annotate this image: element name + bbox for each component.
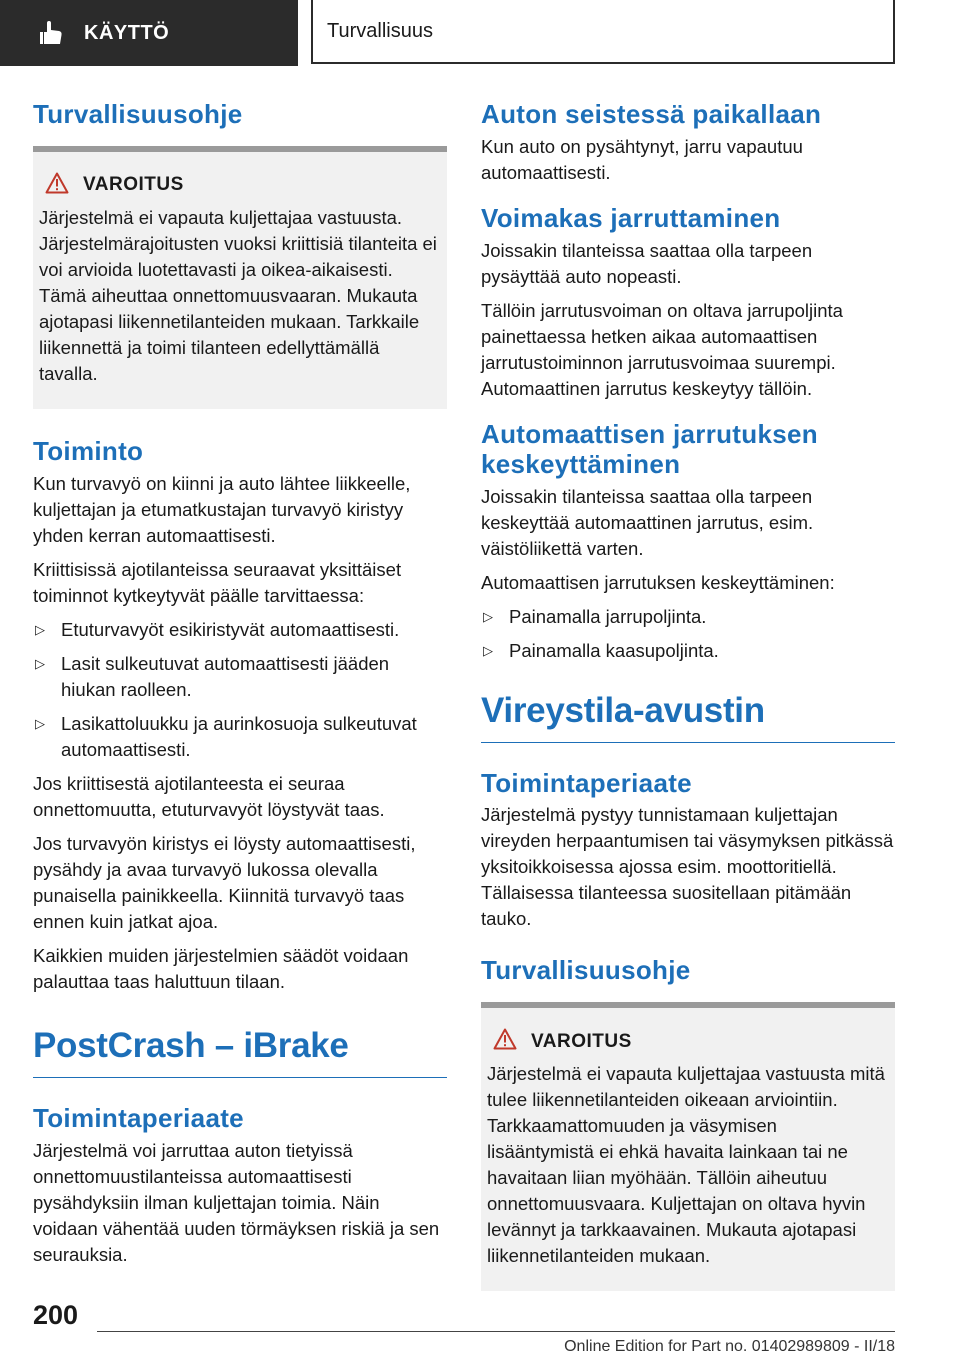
paragraph: Tällöin jarrutusvoiman on oltava jarrupoljinta painettaessa hetken aikaa automaattisen jarrutustoiminnon jarrutusvoimaa suurempi. Automaattinen jarrutus keskeytyy tällöin. <box>481 299 843 399</box>
paragraph: Kun turvavyö on kiinni ja auto lähtee liikkeelle, kuljettajan ja etumatkustajan turvavyö kiristyy yhden kerran automaattisesti. <box>33 472 411 546</box>
paragraph: Kun auto on pysähtynyt, jarru vapautuu automaattisesti. <box>481 135 803 183</box>
paragraph: Automaattisen jarrutuksen keskeyttäminen: <box>481 571 835 593</box>
triangle-bullet-icon: ▷ <box>483 608 493 624</box>
section-title-voimakas: Voimakas jarruttaminen <box>481 202 781 233</box>
chapter-heading-block <box>33 1025 447 1078</box>
chapter-heading-block <box>481 690 895 743</box>
triangle-bullet-icon: ▷ <box>35 655 45 671</box>
paragraph: Jos kriittisestä ajotilanteesta ei seuraa onnettomuutta, etuturvavyöt löystyvät taas. <box>33 772 385 820</box>
pointing-hand-icon <box>38 20 64 46</box>
chapter-title-vireystila: Vireystila-avustin <box>481 690 765 730</box>
section-title-vsafety: Turvallisuusohje <box>481 955 691 986</box>
section-title-periaate: Toimintaperiaate <box>33 1102 244 1133</box>
paragraph: Joissakin tilanteissa saattaa olla tarpeen pysäyttää auto nopeasti. <box>481 239 813 287</box>
section-title-toiminto: Toiminto <box>33 435 144 466</box>
warning-header <box>39 172 441 199</box>
warning-label: VAROITUS <box>83 174 184 196</box>
warning-text: Järjestelmä ei vapauta kuljettajaa vastuusta. Järjestelmärajoitusten vuoksi kriittisiä tilanteita ei voi arvioida luotettavasti ja oikea-aikaisesti. Tämä aiheuttaa onnettomuusvaaran. Mukauta ajotapasi liikennetilanteiden mukaan. Tarkkaile liikennettä ja toimi tilanteen edellyttämällä tavalla. <box>39 206 437 384</box>
warning-header <box>487 1028 889 1055</box>
section-title-keskeytys: Automaattisen jarrutuksen keskeyttäminen <box>481 418 818 479</box>
list-item: ▷ Painamalla jarrupoljinta. <box>481 604 895 630</box>
warning-triangle-icon <box>45 172 69 199</box>
right-column <box>481 100 895 1291</box>
triangle-bullet-icon: ▷ <box>35 621 45 637</box>
warning-text: Järjestelmä ei vapauta kuljettajaa vastuusta mitä tulee liikennetilanteiden oikeaan arviointiin. Tarkkaamattomuuden ja väsymisen lisääntymistä ei ehkä havaita lainkaan tai ne havaitaan liian myöhään. Tällöin aiheutuu onnettomuusvaara. Kuljettajan on oltava hyvin levännyt ja tarkkaavainen. Mukauta ajotapasi liikennetilanteiden mukaan. <box>487 1063 885 1267</box>
list-item: ▷ Lasikattoluukku ja aurinkosuoja sulkeutuvat automaattisesti. <box>35 712 417 760</box>
paragraph: Jos turvavyön kiristys ei löysty automaattisesti, pysähdy ja avaa turvavyö lukossa olevalla punaisella painikkeella. Kiinnitä turvavyö taas ennen kuin jatkat ajoa. <box>33 832 416 932</box>
warning-box <box>481 1002 895 1291</box>
bullet-list <box>481 604 895 664</box>
paragraph: Kriittisissä ajotilanteissa seuraavat yksittäiset toiminnot kytkeytyvät päälle tarvittaessa: <box>33 558 402 606</box>
page-number: 200 <box>33 1300 79 1330</box>
warning-box <box>33 146 447 409</box>
paragraph: Järjestelmä voi jarruttaa auton tietyissä onnettomuustilanteissa automaattisesti pysähdyksiin ilman kuljettajan toimia. Näin voidaan vähentää uuden törmäyksen riskiä ja sen seurauksia. <box>33 1139 440 1265</box>
warning-triangle-icon <box>493 1028 517 1055</box>
chapter-title-postcrash: PostCrash – iBrake <box>33 1025 349 1065</box>
section-title-vperiaate: Toimintaperiaate <box>481 767 692 798</box>
header-tab-main-label: KÄYTTÖ <box>84 21 170 44</box>
header-tab-sub[interactable] <box>311 0 895 64</box>
header-tab-main[interactable] <box>0 0 298 66</box>
footer-divider <box>97 1331 895 1332</box>
section-title-safety: Turvallisuusohje <box>33 99 243 129</box>
left-column <box>33 100 447 1276</box>
list-item: ▷ Etuturvavyöt esikiristyvät automaattisesti. <box>33 617 447 643</box>
section-title-seis: Auton seistessä paikallaan <box>481 99 822 129</box>
footer-edition: Online Edition for Part no. 01402989809 - II/18 <box>564 1338 895 1355</box>
paragraph: Kaikkien muiden järjestelmien säädöt voidaan palauttaa taas haluttuun tilaan. <box>33 944 409 992</box>
paragraph: Järjestelmä pystyy tunnistamaan kuljettajan vireyden herpaantumisen tai väsymyksen pitkässä yksitoikkoisessa ajossa esim. moottoritiellä. Tällaisessa tilanteessa suositellaan pitämään tauko. <box>481 804 894 930</box>
bullet-list <box>33 617 447 763</box>
list-item: ▷ Lasit sulkeutuvat automaattisesti jääden hiukan raolleen. <box>35 652 390 700</box>
triangle-bullet-icon: ▷ <box>35 715 45 731</box>
header-tab-sub-label: Turvallisuus <box>327 19 433 42</box>
warning-label: VAROITUS <box>531 1030 632 1052</box>
page-header <box>0 0 960 66</box>
list-item: ▷ Painamalla kaasupoljinta. <box>481 638 895 664</box>
paragraph: Joissakin tilanteissa saattaa olla tarpeen keskeyttää automaattinen jarrutus, esim. väistöliikettä varten. <box>481 485 814 559</box>
triangle-bullet-icon: ▷ <box>483 642 493 658</box>
